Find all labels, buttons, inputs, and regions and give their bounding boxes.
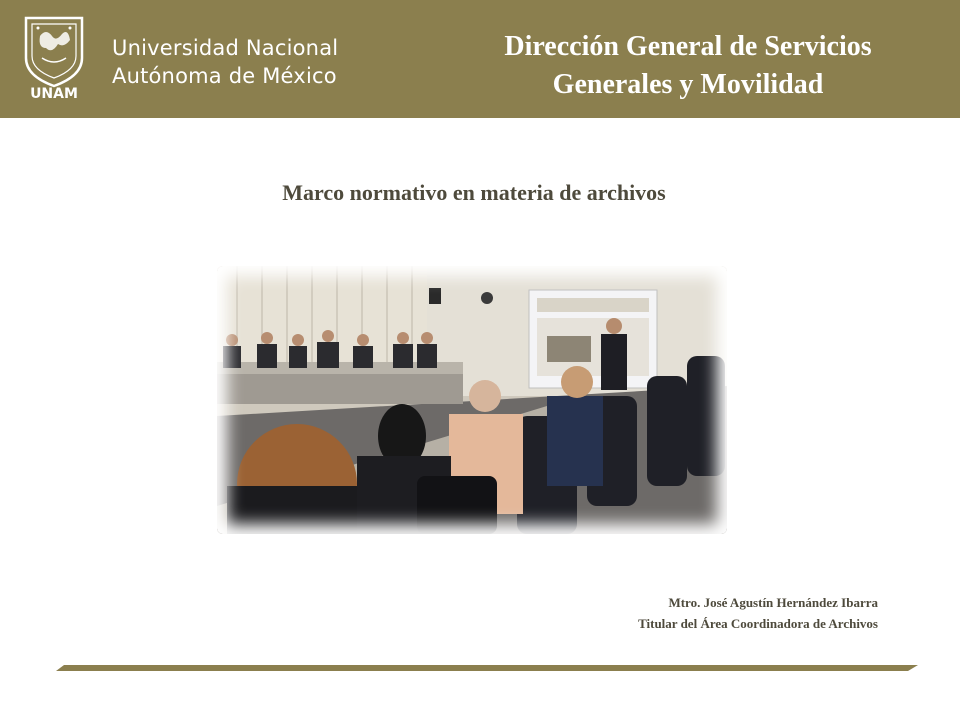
meeting-photo	[217, 266, 727, 534]
unam-logo-text: UNAM	[30, 86, 78, 102]
presenter-name: Mtro. José Agustín Hernández Ibarra	[668, 595, 878, 610]
department-name	[468, 28, 908, 104]
footer-accent-bar	[56, 660, 920, 678]
presenter-block	[638, 592, 878, 634]
department-name-line2: Generales y Movilidad	[552, 69, 824, 100]
unam-shield-icon	[18, 14, 90, 102]
university-name-line1: Universidad Nacional	[112, 36, 339, 60]
university-name-line2: Autónoma de México	[112, 64, 337, 88]
header-banner	[0, 0, 960, 118]
presenter-role: Titular del Área Coordinadora de Archivos	[638, 616, 878, 631]
department-name-line1: Dirección General de Servicios	[504, 31, 872, 62]
slide-title: Marco normativo en materia de archivos	[282, 180, 666, 205]
university-name	[112, 34, 338, 90]
